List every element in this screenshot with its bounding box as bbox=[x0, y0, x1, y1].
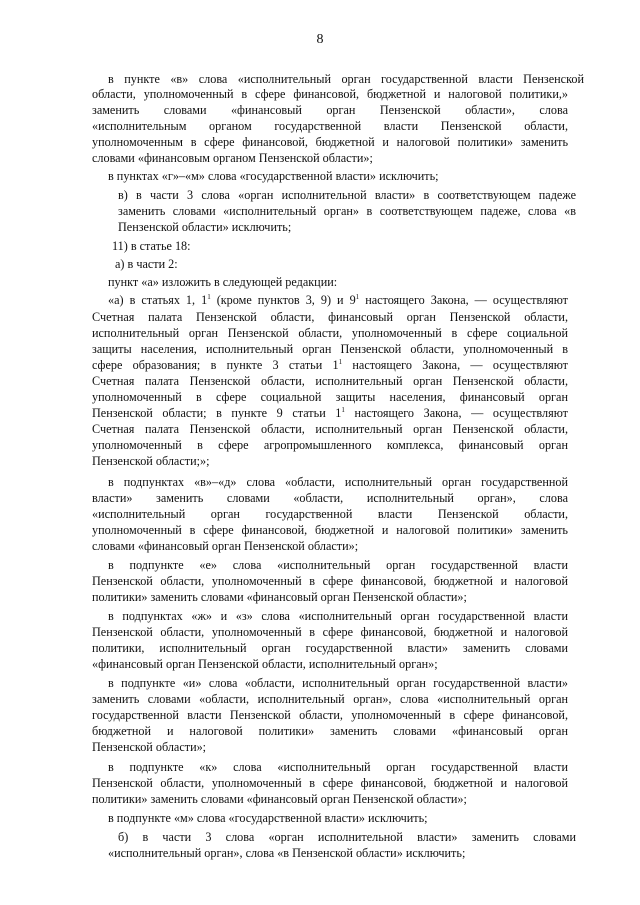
text-line: в подпункте «и» слова «области, исполнительный орган государственной власти» bbox=[108, 676, 568, 690]
text-line: Пензенской области; в пункте 9 статьи $1^1$ настоящего Закона, — осуществляют bbox=[92, 406, 568, 420]
text-line: в пунктах «г»–«м» слова «государственной власти» исключить; bbox=[108, 169, 439, 183]
text-line: Счетная палата Пензенской области, финансовый орган Пензенской области, bbox=[92, 310, 568, 324]
text-line: в подпунктах «в»–«д» слова «области, исполнительный орган государственной bbox=[108, 475, 568, 489]
text-line: политики, исполнительный орган государственной власти» заменить словами bbox=[92, 641, 568, 655]
text-line: Пензенской области» исключить; bbox=[118, 220, 292, 234]
text-line: заменить словами «области, исполнительный орган», слова «исполнительный орган bbox=[92, 692, 568, 706]
text-line: «исполнительным органом государственной власти Пензенской области, bbox=[92, 119, 568, 133]
text-line: Счетная палата Пензенской области, исполнительный орган Пензенской области, bbox=[92, 422, 568, 436]
text-line: в) в части 3 слова «орган исполнительной власти» в соответствующем падеже bbox=[118, 188, 576, 202]
text-line: уполномоченный в сфере социальной защиты населения, финансовый орган bbox=[92, 390, 568, 404]
text-line: заменить словами «финансовый орган Пензенской области», слова bbox=[92, 103, 568, 117]
text-line: б) в части 3 слова «орган исполнительной власти» заменить словами bbox=[118, 830, 576, 844]
text-line: заменить словами «исполнительный орган» в соответствующем падеже, слова «в bbox=[118, 204, 576, 218]
text-line: Пензенской области, уполномоченный в сфере финансовой, бюджетной и налоговой bbox=[92, 574, 568, 588]
text-line: государственной власти Пензенской области, уполномоченный в сфере финансовой, bbox=[92, 708, 568, 722]
text-line: политики» заменить словами «финансовый орган Пензенской области»; bbox=[92, 792, 467, 806]
text-line: «исполнительный орган государственной власти Пензенской области, bbox=[92, 507, 568, 521]
list-item-label: а) в части 2: bbox=[115, 257, 178, 271]
text-line: в пункте «в» слова «исполнительный орган государственной власти Пензенской bbox=[108, 72, 584, 86]
text-line: пункт «а» изложить в следующей редакции: bbox=[108, 275, 338, 289]
text-line: исполнительный орган Пензенской области, уполномоченный в сфере социальной bbox=[92, 326, 568, 340]
list-item-label: 11) в статье 18: bbox=[112, 239, 191, 253]
text-line: Пензенской области»; bbox=[92, 740, 207, 754]
text-line: «исполнительный орган», слова «в Пензенской области» исключить; bbox=[108, 846, 466, 860]
text-line: Пензенской области, уполномоченный в сфере финансовой, бюджетной и налоговой bbox=[92, 625, 568, 639]
text-line: в подпункте «е» слова «исполнительный орган государственной власти bbox=[108, 558, 568, 572]
page-number: 8 bbox=[316, 32, 324, 47]
text-line: политики» заменить словами «финансовый орган Пензенской области»; bbox=[92, 590, 467, 604]
text-line: уполномоченный в сфере финансовой, бюджетной и налоговой политики» заменить bbox=[92, 523, 568, 537]
text-line: в подпунктах «ж» и «з» слова «исполнительный орган государственной власти bbox=[108, 609, 568, 623]
text-line: «финансовый орган Пензенской области, исполнительный орган»; bbox=[92, 657, 438, 671]
text-line: уполномоченным в сфере финансовой, бюджетной и налоговой политики» заменить bbox=[92, 135, 568, 149]
text-line: в подпункте «к» слова «исполнительный орган государственной власти bbox=[108, 760, 568, 774]
text-line: словами «финансовый орган Пензенской области»; bbox=[92, 539, 359, 553]
text-line: защиты населения, исполнительный орган Пензенской области, уполномоченный в bbox=[92, 342, 568, 356]
text-line: «а) в статьях 1, $1^1$ (кроме пунктов 3, 9) и $9^1$ настоящего Закона, — осуществляют bbox=[108, 293, 568, 307]
text-line: области, уполномоченный в сфере финансовой, бюджетной и налоговой политики,» bbox=[92, 87, 568, 101]
text-line: Пензенской области, уполномоченный в сфере финансовой, бюджетной и налоговой bbox=[92, 776, 568, 790]
text-line: Пензенской области;»; bbox=[92, 454, 210, 468]
text-line: словами «финансовым органом Пензенской области»; bbox=[92, 151, 373, 165]
text-line: уполномоченный в сфере агропромышленного комплекса, финансовый орган bbox=[92, 438, 568, 452]
text-line: сфере образования; в пункте 3 статьи $1^1$ настоящего Закона, — осуществляют bbox=[92, 358, 568, 372]
text-line: бюджетной и налоговой политики» заменить словами «финансовый орган bbox=[92, 724, 568, 738]
text-line: власти» заменить словами «области, исполнительный орган», слова bbox=[92, 491, 568, 505]
text-line: Счетная палата Пензенской области, исполнительный орган Пензенской области, bbox=[92, 374, 568, 388]
text-line: в подпункте «м» слова «государственной власти» исключить; bbox=[108, 811, 428, 825]
